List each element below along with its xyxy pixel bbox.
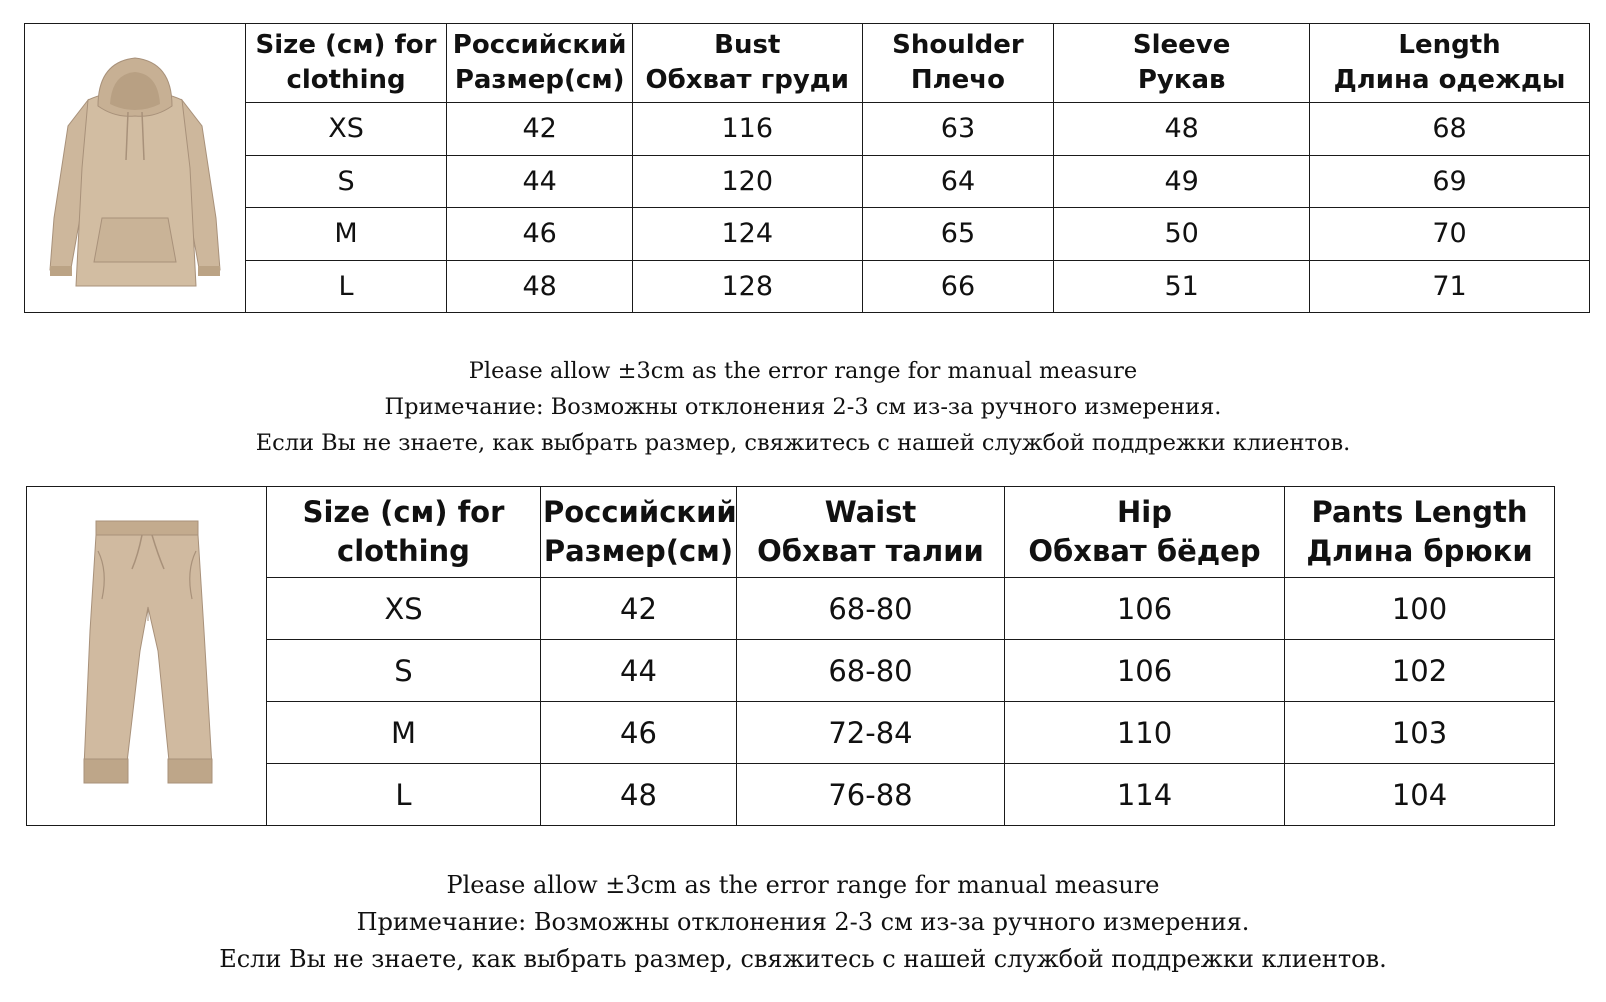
note-line-support: Если Вы не знаете, как выбрать размер, свяжитесь с нашей службой поддрежки клиентов.: [219, 945, 1387, 973]
cell-russian-size: 48: [447, 260, 633, 312]
cell-length: 68: [1310, 103, 1590, 155]
cell-russian-size: 48: [541, 764, 737, 826]
cell-length: 71: [1310, 260, 1590, 312]
cell-pants-length: 104: [1285, 764, 1555, 826]
table-header-row: [25, 24, 1590, 103]
table-row: [25, 260, 1590, 312]
table-row: [25, 155, 1590, 207]
header-bust: Bust Обхват груди: [632, 24, 862, 103]
cell-sleeve: 49: [1054, 155, 1310, 207]
cell-length: 69: [1310, 155, 1590, 207]
pants-measure-note: [0, 867, 1606, 978]
cell-hip: 114: [1005, 764, 1285, 826]
cell-size: S: [245, 155, 447, 207]
cell-russian-size: 44: [447, 155, 633, 207]
cell-shoulder: 64: [862, 155, 1054, 207]
cell-size: M: [267, 702, 541, 764]
hoodie-measure-note: [0, 353, 1606, 461]
hoodie-image-cell: [25, 24, 246, 313]
cell-length: 70: [1310, 208, 1590, 260]
cell-pants-length: 100: [1285, 578, 1555, 640]
header-waist: Waist Обхват талии: [737, 487, 1005, 578]
header-size: Size (см) for clothing: [267, 487, 541, 578]
cell-shoulder: 63: [862, 103, 1054, 155]
table-row: [25, 103, 1590, 155]
header-russian-size: Российский Размер(см): [541, 487, 737, 578]
cell-pants-length: 102: [1285, 640, 1555, 702]
table-row: [25, 208, 1590, 260]
cell-size: XS: [267, 578, 541, 640]
cell-russian-size: 44: [541, 640, 737, 702]
note-line-deviation: Примечание: Возможны отклонения 2-3 см из-за ручного измерения.: [356, 908, 1250, 936]
header-length: Length Длина одежды: [1310, 24, 1590, 103]
cell-waist: 68-80: [737, 578, 1005, 640]
cell-bust: 120: [632, 155, 862, 207]
header-size: Size (см) for clothing: [245, 24, 447, 103]
header-russian-size: Российский Размер(см): [447, 24, 633, 103]
cell-sleeve: 51: [1054, 260, 1310, 312]
cell-pants-length: 103: [1285, 702, 1555, 764]
cell-size: S: [267, 640, 541, 702]
cell-hip: 106: [1005, 640, 1285, 702]
pants-image: [62, 511, 232, 801]
cell-sleeve: 48: [1054, 103, 1310, 155]
cell-russian-size: 42: [541, 578, 737, 640]
cell-size: L: [267, 764, 541, 826]
cell-russian-size: 46: [447, 208, 633, 260]
note-line-support: Если Вы не знаете, как выбрать размер, свяжитесь с нашей службой поддрежки клиентов.: [255, 430, 1351, 456]
cell-waist: 76-88: [737, 764, 1005, 826]
header-pants-length: Pants Length Длина брюки: [1285, 487, 1555, 578]
cell-hip: 106: [1005, 578, 1285, 640]
cell-shoulder: 66: [862, 260, 1054, 312]
header-shoulder: Shoulder Плечо: [862, 24, 1054, 103]
cell-size: M: [245, 208, 447, 260]
note-line-error-range: Please allow ±3cm as the error range for manual measure: [468, 358, 1138, 384]
cell-sleeve: 50: [1054, 208, 1310, 260]
pants-size-table: [26, 486, 1555, 826]
header-sleeve: Sleeve Рукав: [1054, 24, 1310, 103]
note-line-deviation: Примечание: Возможны отклонения 2-3 см из-за ручного измерения.: [384, 394, 1222, 420]
note-line-error-range: Please allow ±3cm as the error range for manual measure: [446, 871, 1160, 899]
hoodie-image: [40, 48, 230, 288]
cell-bust: 116: [632, 103, 862, 155]
cell-waist: 72-84: [737, 702, 1005, 764]
header-hip: Hip Обхват бёдер: [1005, 487, 1285, 578]
cell-size: L: [245, 260, 447, 312]
cell-hip: 110: [1005, 702, 1285, 764]
cell-russian-size: 46: [541, 702, 737, 764]
pants-image-cell: [27, 487, 267, 826]
cell-waist: 68-80: [737, 640, 1005, 702]
cell-bust: 128: [632, 260, 862, 312]
table-header-row: [27, 487, 1555, 578]
cell-shoulder: 65: [862, 208, 1054, 260]
hoodie-size-table: [24, 23, 1590, 313]
cell-russian-size: 42: [447, 103, 633, 155]
cell-size: XS: [245, 103, 447, 155]
cell-bust: 124: [632, 208, 862, 260]
